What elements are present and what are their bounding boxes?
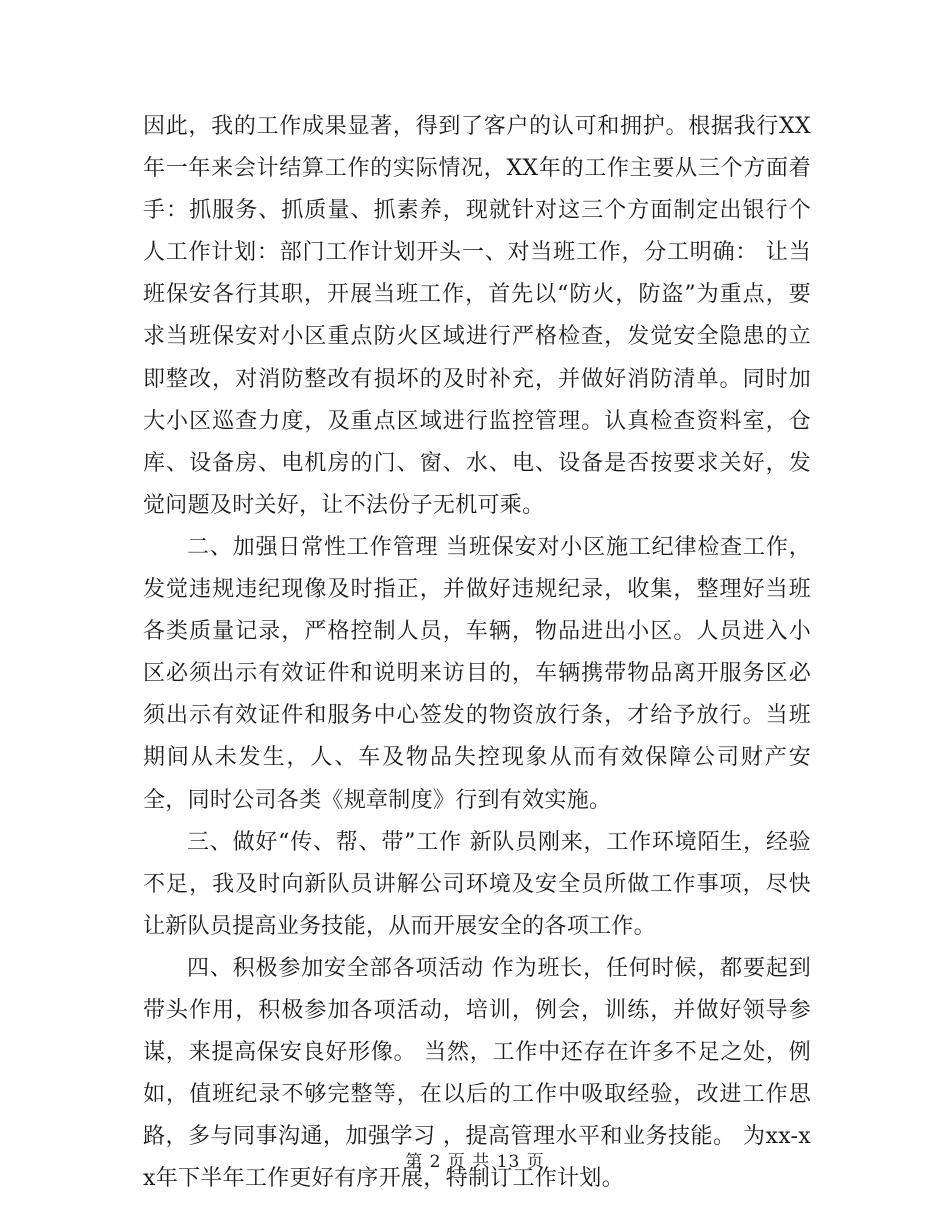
paragraph-1: 因此，我的工作成果显著，得到了客户的认可和拥护。根据我行XX年一年来会计结算工作的实际情况，XX年的工作主要从三个方面着手：抓服务、抓质量、抓素养，现就针对这三个方面制定出银行个人工作计划：部门工作计划开头一、对当班工作，分工明确： 让当班保安各行其职，开展当班工作，首先以“防火，防盗”为重点，要求当班保安对小区重点防火区域进行严格检查，发觉安全隐患的立即整改，对消防整改有损坏的及时补充，并做好消防清单。同时加大小区巡查力度，及重点区域进行监控管理。认真检查资料室，仓库、设备房、电机房的门、窗、水、电、设备是否按要求关好，发觉问题及时关好，让不法份子无机可乘。: [143, 114, 811, 518]
document-body: [143, 106, 811, 1200]
paragraph-3: 三、做好“传、帮、带”工作 新队员刚来，工作环境陌生，经验不足，我及时向新队员讲解公司环境及安全员所做工作事项，尽快让新队员提高业务技能，从而开展安全的各项工作。: [143, 829, 811, 939]
paragraph-2: 二、加强日常性工作管理 当班保安对小区施工纪律检查工作，发觉违规违纪现像及时指正，并做好违规纪录，收集，整理好当班各类质量记录，严格控制人员，车辆，物品进出小区。人员进入小区必须出示有效证件和说明来访目的，车辆携带物品离开服务区必须出示有效证件和服务中心签发的物资放行条，才给予放行。当班期间从未发生，人、车及物品失控现象从而有效保障公司财产安全，同时公司各类《规章制度》行到有效实施。: [143, 534, 811, 813]
page-number-footer: 第 2 页 共 13 页: [405, 1152, 545, 1172]
paragraph-4: 四、积极参加安全部各项活动 作为班长，任何时候，都要起到带头作用，积极参加各项活动，培训，例会，训练，并做好领导参谋，来提高保安良好形像。 当然，工作中还存在许多不足之处，例如，值班纪录不够完整等，在以后的工作中吸取经验，改进工作思路，多与同事沟通，加强学习 ，提高管理水平和业务技能。 为xx-xx年下半年工作更好有序开展，特制订工作计划。: [143, 955, 811, 1192]
